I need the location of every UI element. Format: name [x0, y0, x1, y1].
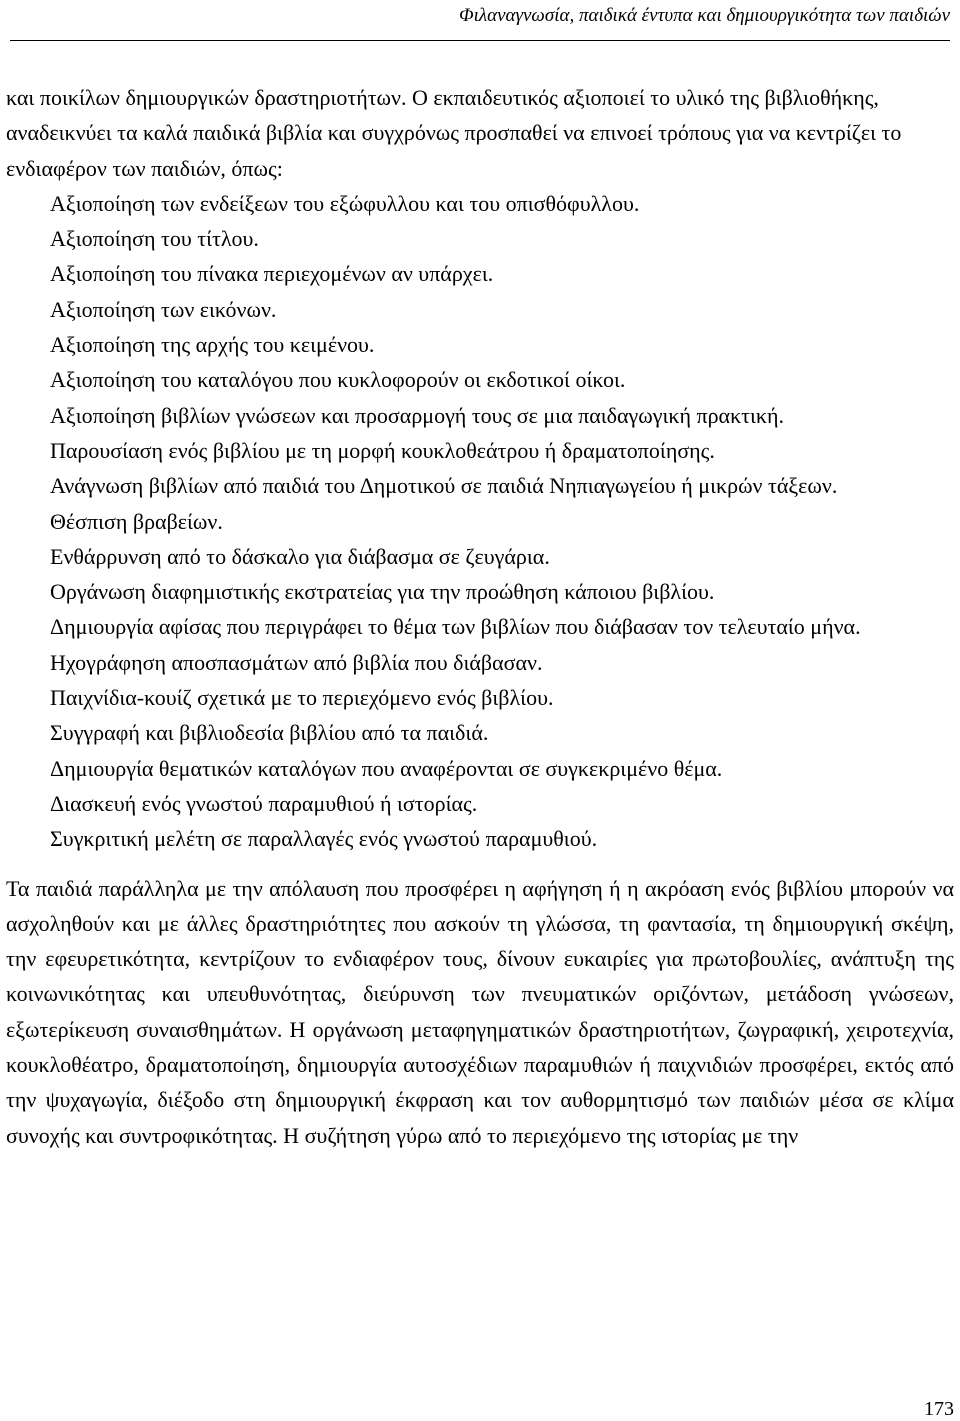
list-item: Ηχογράφηση αποσπασμάτων από βιβλία που διάβασαν. — [50, 649, 543, 675]
page-number: 173 — [924, 1398, 954, 1420]
list-item: Ενθάρρυνση από το δάσκαλο για διάβασμα σε ζευγάρια. — [50, 543, 550, 569]
list-item: Διασκευή ενός γνωστού παραμυθιού ή ιστορίας. — [50, 790, 478, 816]
list-item: Οργάνωση διαφημιστικής εκστρατείας για την προώθηση κάποιου βιβλίου. — [50, 579, 715, 605]
list-item: Αξιοποίηση του τίτλου. — [50, 226, 259, 252]
header-divider — [10, 40, 950, 41]
list-item: Συγκριτική μελέτη σε παραλλαγές ενός γνωστού παραμυθιού. — [50, 826, 598, 852]
list-item: Αξιοποίηση των ενδείξεων του εξώφυλλου και του οπισθόφυλλου. — [50, 190, 640, 216]
list-item: Παρουσίαση ενός βιβλίου με τη μορφή κουκλοθεάτρου ή δραματοποίησης. — [50, 437, 715, 463]
list-item: Ανάγνωση βιβλίων από παιδιά του Δημοτικού σε παιδιά Νηπιαγωγείου ή μικρών τάξεων. — [50, 473, 838, 499]
list-item: Αξιοποίηση βιβλίων γνώσεων και προσαρμογή τους σε μια παιδαγωγική πρακτική. — [50, 402, 785, 428]
list-item: Δημιουργία αφίσας που περιγράφει το θέμα των βιβλίων που διάβασαν τον τελευταίο μήνα. — [50, 614, 861, 640]
list-item: Θέσπιση βραβείων. — [50, 508, 223, 534]
closing-paragraph: Τα παιδιά παράλληλα με την απόλαυση που προσφέρει η αφήγηση ή η ακρόαση ενός βιβλίου μπορούν να ασχοληθούν και με άλλες δραστηριότητες που ασκούν τη γλώσσα, τη φαντασία, τη δημιουργική σκέψη, την εφευρετικότητα, κεντρίζουν το ενδιαφέρον τους, δίνουν ευκαιρίες για πρωτοβουλίες, ανάπτυξη της κοινωνικότητας και υπευθυνότητας, διεύρυνση των πνευματικών οριζόντων, μετάδοση γνώσεων, εξωτερίκευση συναισθημάτων. Η οργάνωση μεταφηγηματικών δραστηριοτήτων, ζωγραφική, χειροτεχνία, κουκλοθέατρο, δραματοποίηση, δημιουργία αυτοσχέδιων παραμυθιών ή παιχνιδιών προσφέρει, εκτός από την ψυχαγωγία, διέξοδο στη δημιουργική έκφραση και τον αυθορμητισμό των παιδιών μέσα σε κλίμα συνοχής και συντροφικότητας. Η συζήτηση γύρω από το περιεχόμενο της ιστορίας με την — [6, 875, 954, 1148]
list-item: Παιχνίδια-κουίζ σχετικά με το περιεχόμενο ενός βιβλίου. — [50, 685, 554, 711]
list-item: Συγγραφή και βιβλιοδεσία βιβλίου από τα παιδιά. — [50, 720, 489, 746]
activity-list — [6, 186, 954, 857]
list-item: Αξιοποίηση του καταλόγου που κυκλοφορούν οι εκδοτικοί οίκοι. — [50, 367, 626, 393]
list-item: Δημιουργία θεματικών καταλόγων που αναφέρονται σε συγκεκριμένο θέμα. — [50, 755, 723, 781]
intro-paragraph: και ποικίλων δημιουργικών δραστηριοτήτων. Ο εκπαιδευτικός αξιοποιεί το υλικό της βιβλιοθήκης, αναδεικνύει τα καλά παιδικά βιβλία και συγχρόνως προσπαθεί να επινοεί τρόπους για να κεντρίζει το ενδιαφέρον των παιδιών, όπως: — [6, 85, 902, 181]
list-item: Αξιοποίηση του πίνακα περιεχομένων αν υπάρχει. — [50, 261, 494, 287]
list-item: Αξιοποίηση της αρχής του κειμένου. — [50, 332, 375, 358]
list-item: Αξιοποίηση των εικόνων. — [50, 296, 277, 322]
page-body — [6, 80, 954, 1153]
running-header: Φιλαναγνωσία, παιδικά έντυπα και δημιουργικότητα των παιδιών — [459, 5, 950, 26]
